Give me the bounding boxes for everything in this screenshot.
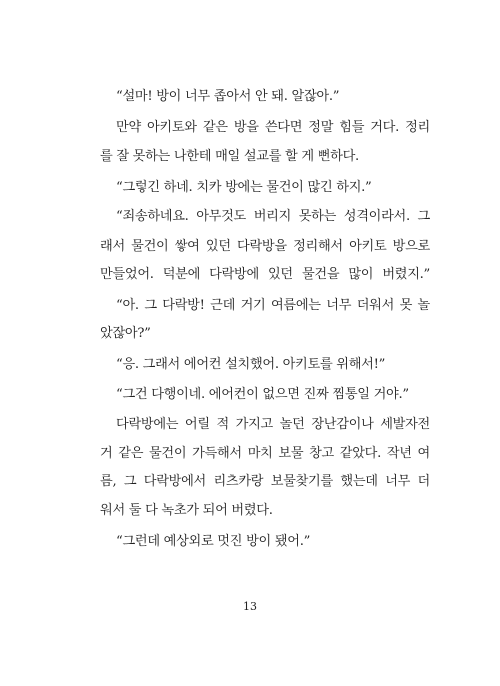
text-line: 워서 둘 다 녹초가 되어 버렸다. [100, 503, 273, 518]
text-line: “설마! 방이 너무 좁아서 안 돼. 알잖아.” [116, 89, 340, 104]
text-line: “죄송하네요. 아무것도 버리지 못하는 성격이라서. 그 [116, 209, 430, 224]
text-line: “그렇긴 하네. 치카 방에는 물건이 많긴 하지.” [116, 180, 372, 195]
text-line: “아. 그 다락방! 근데 거기 여름에는 너무 더워서 못 놀 [116, 298, 430, 313]
text-line: 만약 아키토와 같은 방을 쓴다면 정말 힘들 거다. 정리 [116, 120, 430, 135]
text-line: 다락방에는 어릴 적 가지고 놀던 장난감이나 세발자전 [116, 417, 430, 432]
text-line: 았잖아?” [100, 326, 151, 341]
text-line: 만들었어. 덕분에 다락방에 있던 물건을 많이 버렸지.” [100, 267, 430, 282]
page-number: 13 [243, 600, 257, 613]
text-line: “그건 다행이네. 에어컨이 없으면 진짜 찜통일 거야.” [116, 387, 409, 402]
text-line: “응. 그래서 에어컨 설치했어. 아키토를 위해서!” [116, 357, 386, 372]
text-line: 름, 그 다락방에서 리츠카랑 보물찾기를 했는데 너무 더 [100, 474, 430, 489]
text-line: “그런데 예상외로 멋진 방이 됐어.” [116, 534, 311, 549]
text-line: 거 같은 물건이 가득해서 마치 보물 창고 같았다. 작년 여 [100, 446, 430, 461]
text-line: 래서 물건이 쌓여 있던 다락방을 정리해서 아키토 방으로 [100, 239, 430, 254]
text-line: 를 잘 못하는 나한테 매일 설교를 할 게 뻔하다. [100, 149, 359, 164]
